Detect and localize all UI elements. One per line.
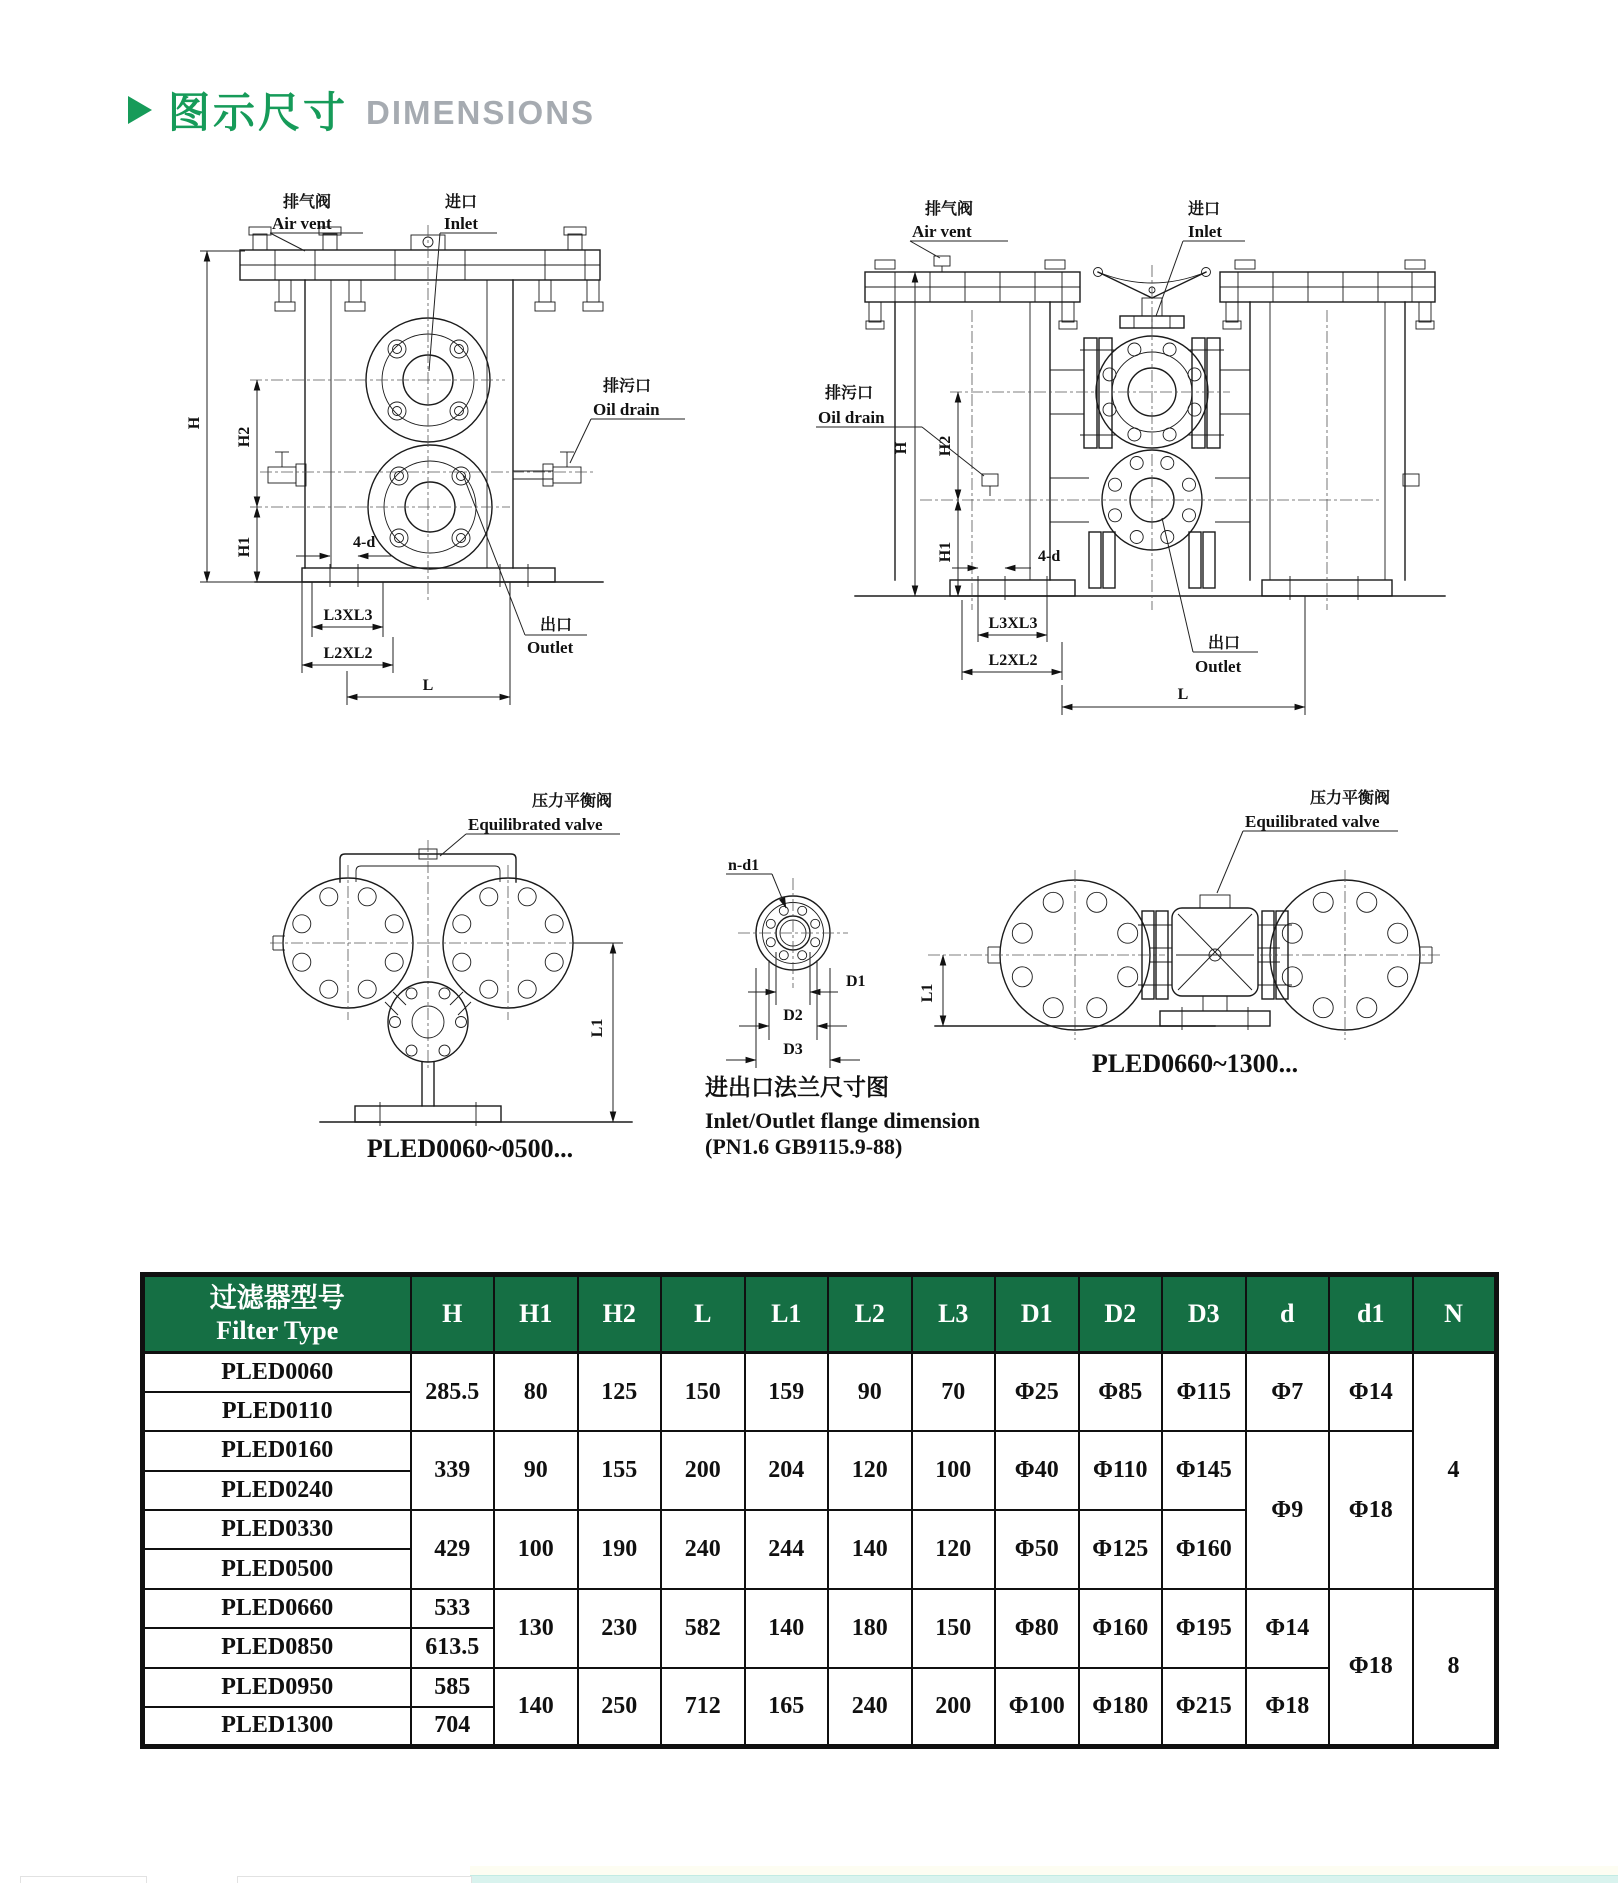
dimension-labels — [186, 416, 433, 694]
center-valve — [1050, 268, 1250, 589]
dim-value-cell: 230 — [578, 1589, 662, 1668]
dim-4d-label: 4-d — [1038, 548, 1061, 565]
dim-value-cell: Φ110 — [1079, 1431, 1163, 1510]
col-header-L: L — [661, 1275, 745, 1353]
dim-value-cell: 120 — [828, 1431, 912, 1510]
dim-value-cell: Φ195 — [1162, 1589, 1246, 1668]
dim-l1-label: L1 — [919, 983, 936, 1003]
dim-value-cell: 8 — [1413, 1589, 1497, 1747]
caption-small-units: PLED0060~0500... — [366, 1134, 574, 1163]
vessels — [895, 302, 1419, 580]
dim-value-cell: 130 — [494, 1589, 578, 1668]
outlet-label-en: Outlet — [527, 638, 574, 657]
center-valve — [935, 895, 1292, 1030]
dim-value-cell: 533 — [411, 1589, 495, 1628]
dim-value-cell: 285.5 — [411, 1353, 495, 1432]
filter-model-cell: PLED0330 — [143, 1510, 411, 1549]
dim-value-cell: 585 — [411, 1668, 495, 1707]
filter-model-cell: PLED0850 — [143, 1628, 411, 1667]
dim-d1-label: D1 — [846, 973, 866, 990]
dim-value-cell: 100 — [494, 1510, 578, 1589]
dim-value-cell: Φ80 — [995, 1589, 1079, 1668]
dim-value-cell: 244 — [745, 1510, 829, 1589]
dim-value-cell: Φ9 — [1246, 1431, 1330, 1589]
dim-value-cell: 339 — [411, 1431, 495, 1510]
dim-value-cell: 704 — [411, 1707, 495, 1746]
dim-h-label: H — [893, 441, 910, 455]
housings — [270, 865, 620, 1020]
dim-value-cell: 613.5 — [411, 1628, 495, 1667]
col-header-L3: L3 — [912, 1275, 996, 1353]
oil-drain-label-en: Oil drain — [593, 400, 660, 419]
col-header-L2: L2 — [828, 1275, 912, 1353]
dim-h-label: H — [186, 416, 203, 430]
dim-value-cell: Φ14 — [1329, 1353, 1413, 1432]
drawing-top-view-small — [200, 770, 720, 1170]
dim-value-cell: Φ125 — [1079, 1510, 1163, 1589]
flange-face — [738, 878, 848, 988]
dim-4d-label: 4-d — [353, 534, 376, 551]
dim-value-cell: 159 — [745, 1353, 829, 1432]
dim-value-cell: 140 — [745, 1589, 829, 1668]
caption-large-units: PLED0660~1300... — [1091, 1049, 1299, 1078]
dim-d2-label: D2 — [783, 1007, 803, 1024]
dim-l3-label: L3XL3 — [323, 607, 373, 624]
flange-caption-cn: 进出口法兰尺寸图 — [705, 1075, 889, 1101]
dimension-labels — [893, 436, 1188, 703]
dim-h1-label: H1 — [236, 536, 253, 558]
dim-value-cell: 155 — [578, 1431, 662, 1510]
col-header-H1: H1 — [494, 1275, 578, 1353]
col-header-H: H — [411, 1275, 495, 1353]
dim-value-cell: 582 — [661, 1589, 745, 1668]
dim-value-cell: 712 — [661, 1668, 745, 1747]
dim-value-cell: 150 — [912, 1589, 996, 1668]
dim-value-cell: 120 — [912, 1510, 996, 1589]
col-header-H2: H2 — [578, 1275, 662, 1353]
part-labels — [270, 192, 685, 657]
footer-strip-accent — [470, 1875, 1618, 1883]
page-title-en: DIMENSIONS — [366, 94, 596, 131]
dim-value-cell: Φ180 — [1079, 1668, 1163, 1747]
equilibrated-label-en: Equilibrated valve — [468, 815, 603, 834]
dim-value-cell: 140 — [828, 1510, 912, 1589]
dim-value-cell: 140 — [494, 1668, 578, 1747]
dim-value-cell: 90 — [494, 1431, 578, 1510]
balance-pipe — [340, 840, 516, 1070]
drawing-front-view-large — [800, 180, 1460, 740]
dim-value-cell: 240 — [828, 1668, 912, 1747]
dimensions-table — [140, 1272, 1499, 1749]
flange-caption-std: (PN1.6 GB9115.9-88) — [705, 1134, 903, 1159]
dim-value-cell: Φ215 — [1162, 1668, 1246, 1747]
col-header-d1: d1 — [1329, 1275, 1413, 1353]
dim-value-cell: 165 — [745, 1668, 829, 1747]
dim-value-cell: 180 — [828, 1589, 912, 1668]
footer-box-right — [237, 1876, 472, 1883]
flange-caption-en: Inlet/Outlet flange dimension — [705, 1108, 981, 1133]
table-row — [143, 1668, 1497, 1707]
oil-drain-label-en: Oil drain — [818, 408, 885, 427]
dim-value-cell: 200 — [912, 1668, 996, 1747]
inlet-label-cn: 进口 — [445, 192, 478, 211]
air-vent-label-cn: 排气阀 — [925, 199, 974, 218]
dim-value-cell: 100 — [912, 1431, 996, 1510]
outlet-label-cn: 出口 — [1208, 633, 1241, 652]
equilibrated-label-cn: 压力平衡阀 — [1310, 788, 1391, 807]
col-header-N: N — [1413, 1275, 1497, 1353]
filter-model-cell: PLED0950 — [143, 1668, 411, 1707]
page-header — [128, 80, 595, 140]
dim-value-cell: Φ18 — [1246, 1668, 1330, 1747]
equilibrated-valve-label — [1217, 788, 1398, 893]
dim-value-cell: Φ18 — [1329, 1589, 1413, 1747]
dim-value-cell: 429 — [411, 1510, 495, 1589]
side-drain-valves — [268, 452, 581, 486]
dim-value-cell: 90 — [828, 1353, 912, 1432]
dim-l1-label: L1 — [589, 1018, 606, 1038]
dim-h2-label: H2 — [937, 435, 954, 457]
filter-model-cell: PLED1300 — [143, 1707, 411, 1746]
equilibrated-valve-label — [440, 791, 620, 856]
dim-value-cell: 200 — [661, 1431, 745, 1510]
dim-value-cell: Φ85 — [1079, 1353, 1163, 1432]
dim-value-cell: Φ160 — [1079, 1589, 1163, 1668]
dim-l2-label: L2XL2 — [323, 645, 373, 662]
drawing-top-view-large — [920, 775, 1465, 1090]
filter-model-cell: PLED0160 — [143, 1431, 411, 1470]
oil-drain-label-cn: 排污口 — [825, 383, 874, 402]
equilibrated-label-en: Equilibrated valve — [1245, 812, 1380, 831]
dim-l-label: L — [1177, 686, 1189, 703]
filter-model-cell: PLED0660 — [143, 1589, 411, 1628]
col-header-D1: D1 — [995, 1275, 1079, 1353]
oil-drain-label-cn: 排污口 — [603, 376, 652, 395]
col-header-filter-type — [143, 1275, 411, 1353]
inlet-label-cn: 进口 — [1188, 199, 1221, 218]
equilibrated-label-cn: 压力平衡阀 — [532, 791, 613, 810]
flange-labels — [726, 857, 866, 1058]
dim-value-cell: Φ145 — [1162, 1431, 1246, 1510]
dim-value-cell: 204 — [745, 1431, 829, 1510]
filter-model-cell: PLED0060 — [143, 1353, 411, 1392]
col-header-L1: L1 — [745, 1275, 829, 1353]
centerlines — [920, 265, 1380, 610]
dim-value-cell: 125 — [578, 1353, 662, 1432]
dim-value-cell: Φ50 — [995, 1510, 1079, 1589]
dim-value-cell: 80 — [494, 1353, 578, 1432]
dimension-lines — [200, 251, 510, 705]
dim-h1-label: H1 — [937, 541, 954, 563]
col-header-D2: D2 — [1079, 1275, 1163, 1353]
dim-value-cell: 190 — [578, 1510, 662, 1589]
base-plate — [255, 564, 603, 587]
dim-h2-label: H2 — [236, 426, 253, 448]
dim-value-cell: Φ14 — [1246, 1589, 1330, 1668]
air-vent-label-en: Air vent — [912, 222, 972, 241]
filter-model-cell: PLED0110 — [143, 1392, 411, 1431]
dim-d3-label: D3 — [783, 1041, 803, 1058]
dim-value-cell: Φ160 — [1162, 1510, 1246, 1589]
dim-nd1-label: n-d1 — [728, 857, 760, 874]
dim-value-cell: 150 — [661, 1353, 745, 1432]
dim-value-cell: 70 — [912, 1353, 996, 1432]
table-header-row — [143, 1275, 1497, 1353]
dim-value-cell: 250 — [578, 1668, 662, 1747]
footer-box-left — [20, 1876, 147, 1883]
dim-value-cell: 4 — [1413, 1353, 1497, 1589]
filter-model-cell: PLED0500 — [143, 1549, 411, 1588]
inlet-label-en: Inlet — [444, 214, 478, 233]
dim-value-cell: Φ115 — [1162, 1353, 1246, 1432]
col-header-D3: D3 — [1162, 1275, 1246, 1353]
col-header-filter-type-cn: 过滤器型号 — [209, 1282, 345, 1314]
dim-value-cell: Φ25 — [995, 1353, 1079, 1432]
bottom-valve — [320, 982, 632, 1126]
dim-value-cell: 240 — [661, 1510, 745, 1589]
centerlines — [250, 225, 595, 600]
page-title-cn: 图示尺寸 — [168, 88, 349, 137]
base-plates — [855, 576, 1445, 600]
outlet-label-en: Outlet — [1195, 657, 1242, 676]
section-arrow-icon — [128, 96, 152, 124]
footer-strip — [470, 1866, 1618, 1875]
dim-l2-label: L2XL2 — [988, 652, 1038, 669]
outlet-label-cn: 出口 — [540, 615, 573, 634]
dim-value-cell: Φ18 — [1329, 1431, 1413, 1589]
top-plate — [240, 227, 603, 311]
table-row — [143, 1353, 1497, 1392]
dim-l3-label: L3XL3 — [988, 615, 1038, 632]
dim-value-cell: Φ40 — [995, 1431, 1079, 1510]
table-row — [143, 1589, 1497, 1628]
table-row — [143, 1431, 1497, 1470]
drawing-front-view-small — [155, 175, 660, 720]
dim-value-cell: Φ100 — [995, 1668, 1079, 1747]
air-vent-label-en: Air vent — [272, 214, 332, 233]
col-header-filter-type-en: Filter Type — [216, 1316, 339, 1346]
col-header-d: d — [1246, 1275, 1330, 1353]
inlet-label-en: Inlet — [1188, 222, 1222, 241]
air-vent-label-cn: 排气阀 — [283, 192, 332, 211]
filter-model-cell: PLED0240 — [143, 1471, 411, 1510]
dim-l-label: L — [422, 677, 434, 694]
dim-value-cell: Φ7 — [1246, 1353, 1330, 1432]
